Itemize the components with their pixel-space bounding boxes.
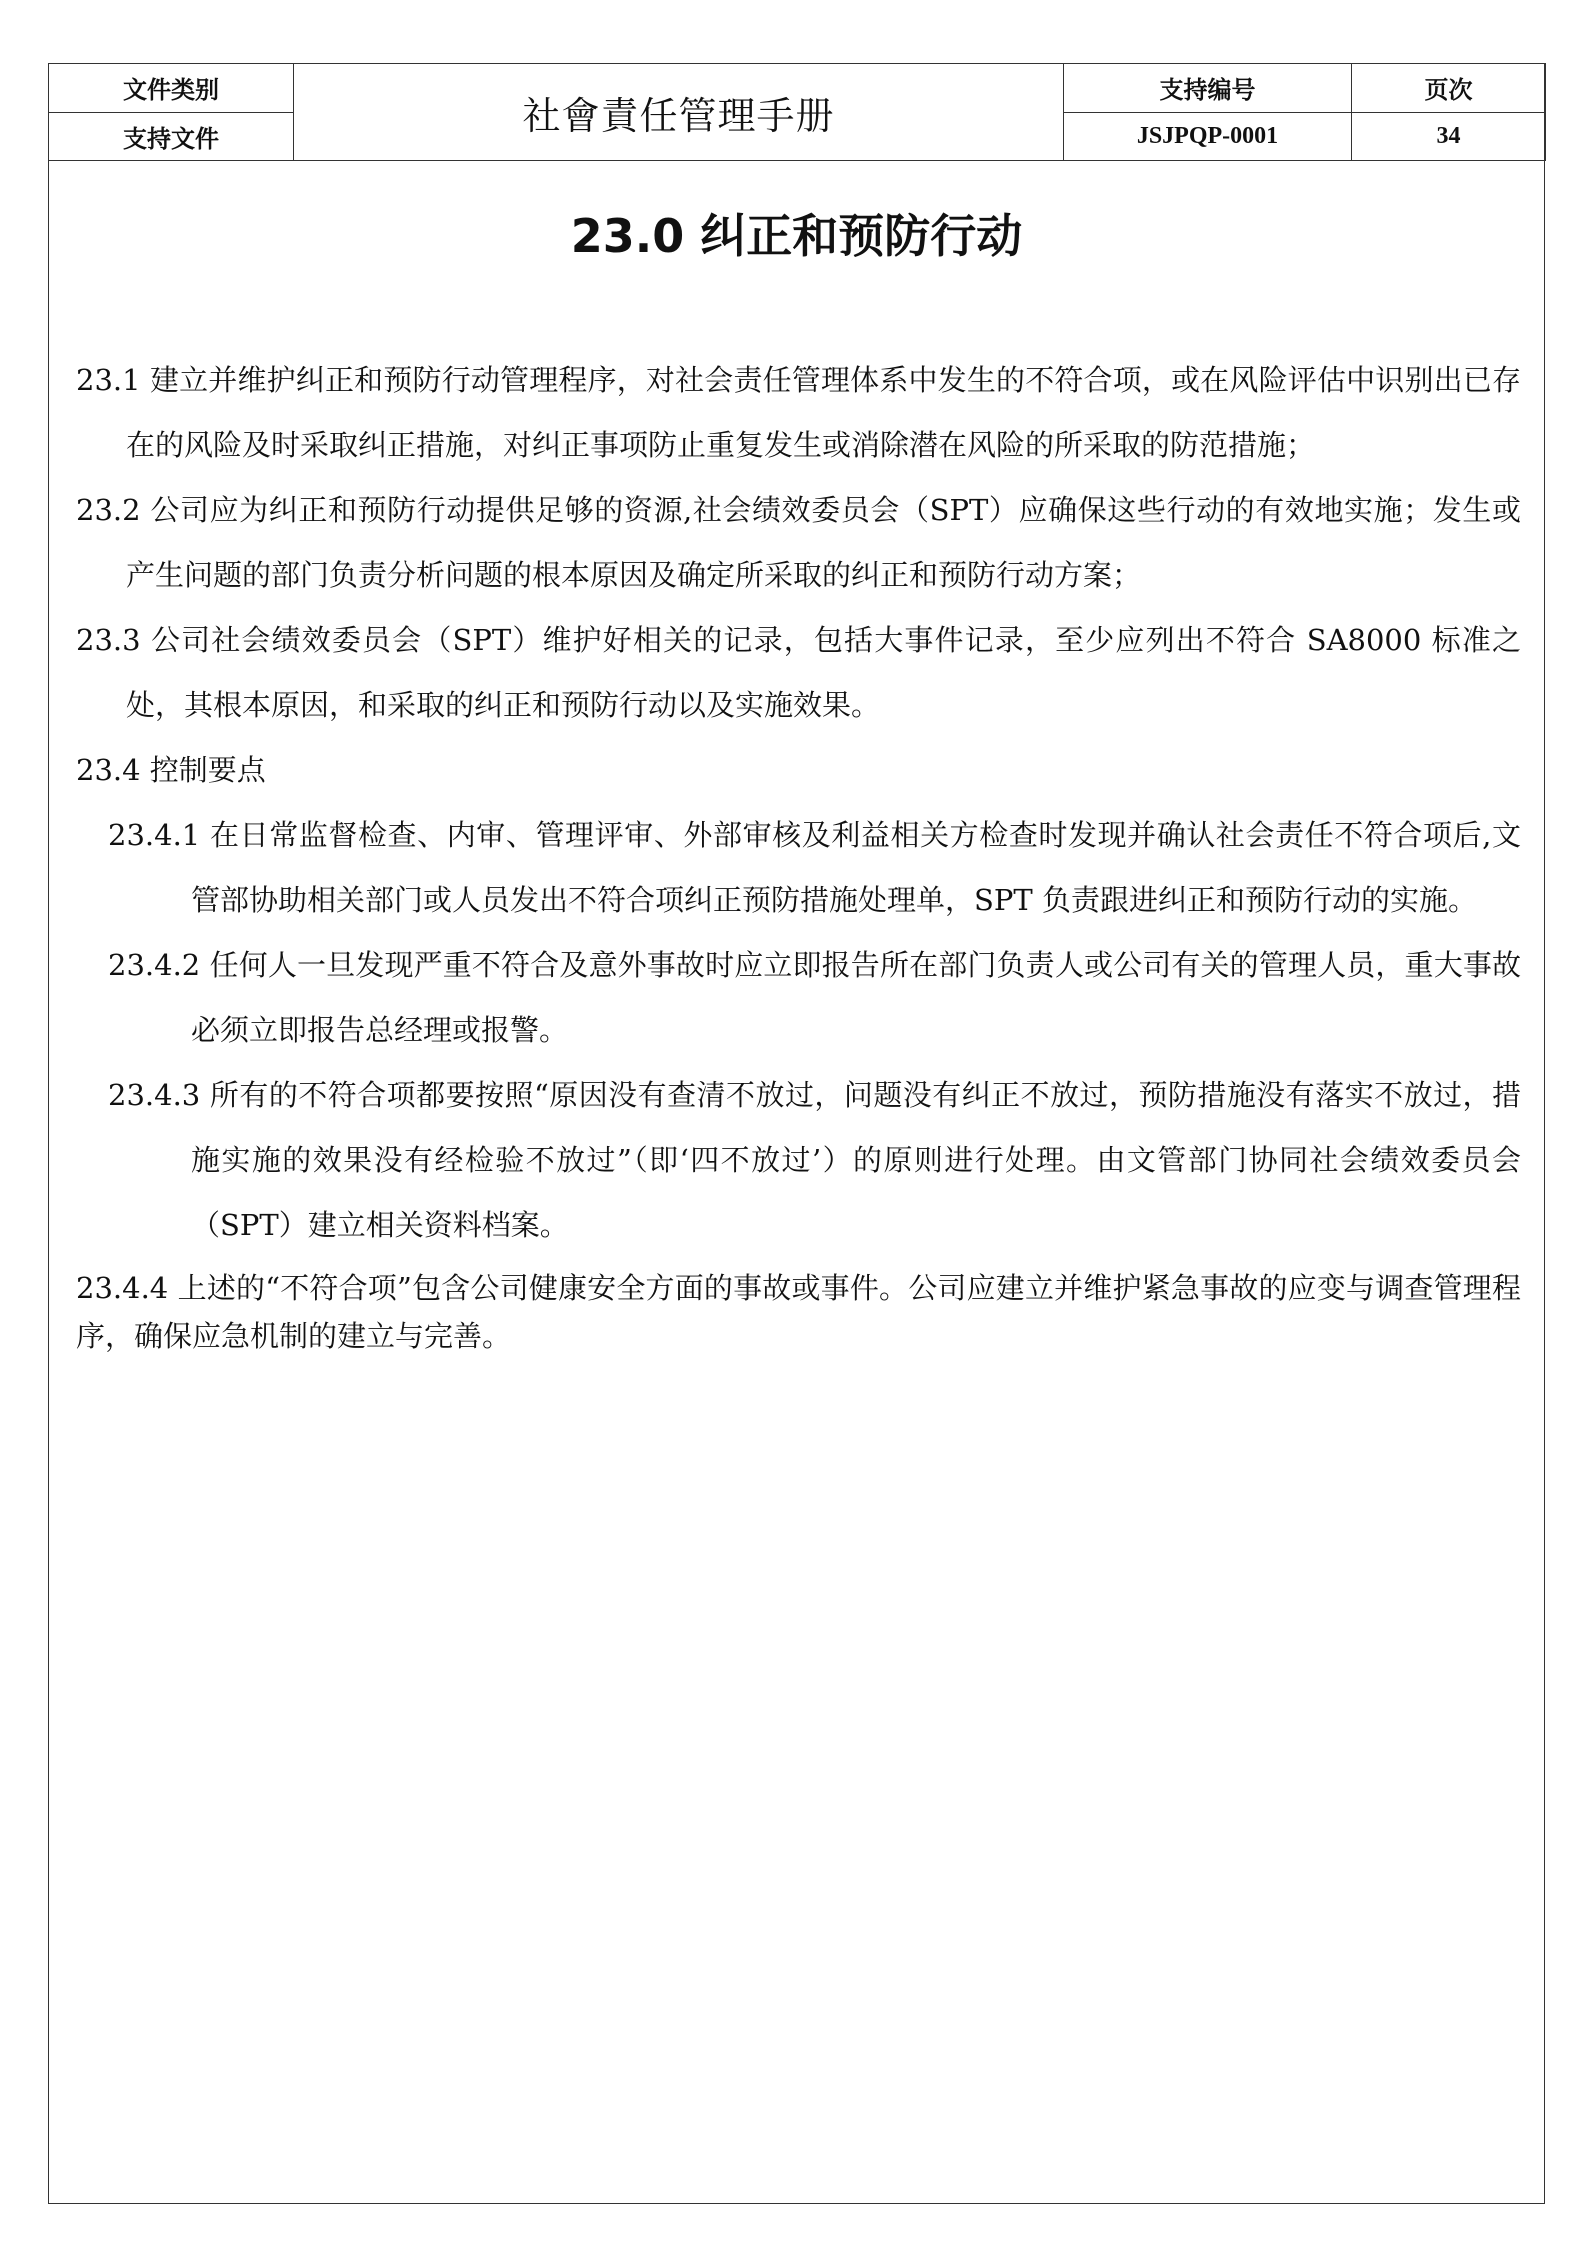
paragraph-23-1: 23.1 建立并维护纠正和预防行动管理程序，对社会责任管理体系中发生的不符合项，或在风险评估中识别出已存在的风险及时采取纠正措施，对纠正事项防止重复发生或消除潜在风险的所采取的防范措施； [76,363,1521,462]
category-value: 支持文件 [49,112,294,161]
paragraph-23-2: 23.2 公司应为纠正和预防行动提供足够的资源,社会绩效委员会（SPT）应确保这些行动的有效地实施；发生或产生问题的部门负责分析问题的根本原因及确定所采取的纠正和预防行动方案； [76,493,1521,592]
code-value: JSJPQP-0001 [1064,112,1352,161]
paragraph-23-4-2: 23.4.2 任何人一旦发现严重不符合及意外事故时应立即报告所在部门负责人或公司有关的管理人员，重大事故必须立即报告总经理或报警。 [108,948,1521,1047]
paragraph-23-4-3: 23.4.3 所有的不符合项都要按照“原因没有查清不放过，问题没有纠正不放过，预防措施没有落实不放过，措施实施的效果没有经检验不放过”（即‘四不放过’）的原则进行处理。由文管部门协同社会绩效委员会（SPT）建立相关资料档案。 [108,1078,1521,1242]
document-body [76,348,1521,1360]
paragraph-23-4: 23.4 控制要点 [76,753,266,787]
category-label: 文件类别 [49,64,294,113]
page-label: 页次 [1352,64,1546,113]
paragraph-23-3: 23.3 公司社会绩效委员会（SPT）维护好相关的记录，包括大事件记录，至少应列出不符合 SA8000 标准之处，其根本原因，和采取的纠正和预防行动以及实施效果。 [76,623,1521,722]
section-title: 23.0 纠正和预防行动 [570,209,1023,263]
document-header-table [48,63,1546,161]
code-label: 支持编号 [1064,64,1352,113]
paragraph-23-4-1: 23.4.1 在日常监督检查、内审、管理评审、外部审核及利益相关方检查时发现并确认社会责任不符合项后,文管部协助相关部门或人员发出不符合项纠正预防措施处理单，SPT 负责跟进纠正和预防行动的实施。 [108,818,1521,917]
page-value: 34 [1352,112,1546,161]
paragraph-23-4-4: 23.4.4 上述的“不符合项”包含公司健康安全方面的事故或事件。公司应建立并维护紧急事故的应变与调查管理程序，确保应急机制的建立与完善。 [76,1271,1521,1353]
manual-title: 社會責任管理手册 [294,64,1064,161]
